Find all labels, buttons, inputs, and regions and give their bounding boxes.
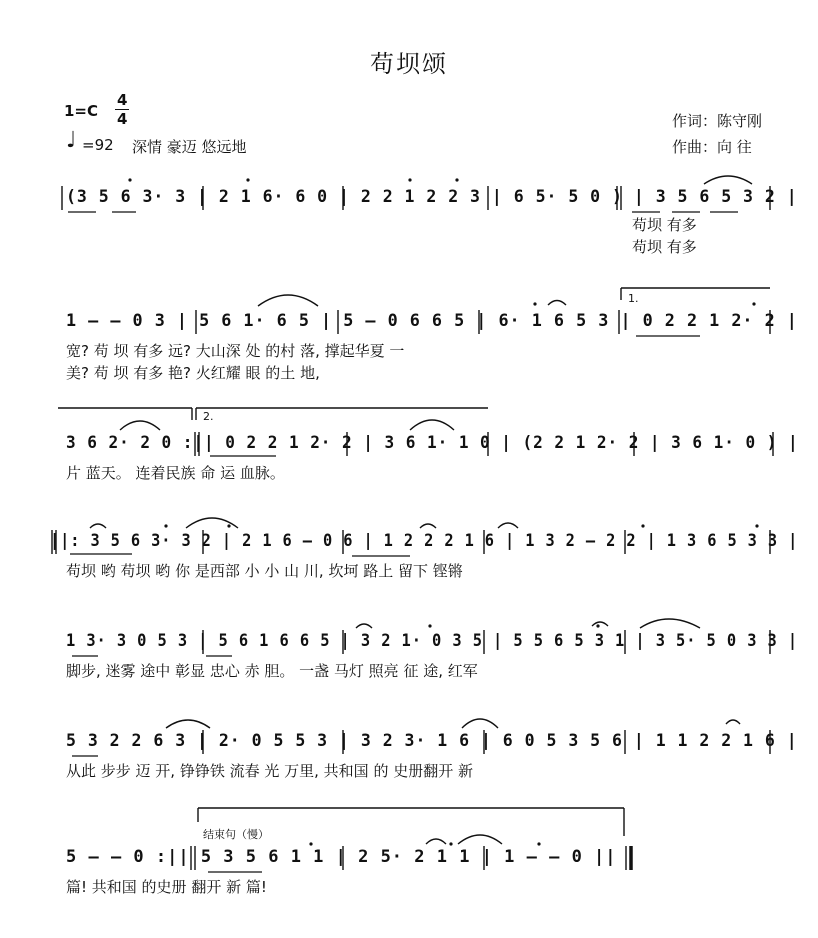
lyric-line-3a: 片 蓝天。 连着民族 命 运 血脉。 (66, 464, 285, 482)
music-line-6: 5 3 2 2 6 3 | 2· 0 5 5 3 | 3 2 3· 1 6 | 6 0 5 3 5 6 | 1 1 2 2 1 6 | (66, 731, 798, 751)
lyric-line-5a: 脚步, 迷雾 途中 彰显 忠心 赤 胆。 一盏 马灯 照亮 征 途, 红军 (66, 662, 478, 680)
music-line-3: 3 6 2· 2 0 :|| 0 2 2 1 2· 2 | 3 6 1· 1 0 | (2 2 1 2· 2 | 3 6 1· 0 ) | (66, 433, 799, 453)
lyric-line-2b: 美? 苟 坝 有多 艳? 火红耀 眼 的土 地, (66, 364, 320, 382)
lyric-line-1a: 苟坝 有多 (632, 216, 697, 234)
key-signature: 1=C (64, 102, 99, 120)
music-line-4: ||: 3 5 6 3· 3 2 | 2 1 6 — 0 6 | 1 2 2 2 1 6 | 1 3 2 — 2 2 | 1 3 6 5 3 3 | (50, 531, 799, 551)
lyricist-credit: 作词：陈守刚 (672, 112, 763, 130)
quarter-note-icon: ♩ (66, 128, 77, 153)
music-line-7: 5 — — 0 :|| 5 3 5 6 1 1 | 2 5· 2 1 1 | 1 — — 0 || (66, 847, 617, 867)
expression-marking: 深情 豪迈 悠远地 (132, 138, 247, 156)
second-ending-label: 2. (203, 410, 214, 423)
lyric-line-1b: 苟坝 有多 (632, 238, 697, 256)
time-signature-bottom: 4 (117, 110, 128, 128)
lyric-line-7a: 篇! 共和国 的史册 翻开 新 篇! (66, 878, 267, 896)
music-line-2: 1 — — 0 3 | 5 6 1· 6 5 | 5 — 0 6 6 5 | 6· 1 6 5 3 | 0 2 2 1 2· 2 | (66, 311, 798, 331)
music-line-1: (3 5 6 3· 3 | 2 1 6· 6 0 | 2 2 1 2 2 3 | 6 5· 5 0 ) | 3 5 6 5 3 2 | (66, 187, 798, 207)
lyric-line-2a: 宽? 苟 坝 有多 远? 大山深 处 的村 落, 撑起华夏 一 (66, 342, 405, 360)
lyric-line-4a: 苟坝 哟 苟坝 哟 你 是西部 小 小 山 川, 坎坷 路上 留下 铿锵 (66, 562, 463, 580)
lyric-line-6a: 从此 步步 迈 开, 铮铮铁 流春 光 万里, 共和国 的 史册翻开 新 (66, 762, 473, 780)
first-ending-label: 1. (628, 292, 639, 305)
music-line-5: 1 3· 3 0 5 3 | 5 6 1 6 6 5 | 3 2 1· 0 3 5 | 5 5 6 5 3 1 | 3 5· 5 0 3 3 | (66, 631, 799, 651)
time-signature-top: 4 (117, 91, 128, 109)
composer-credit: 作曲：向 往 (672, 138, 752, 156)
page-title: 苟坝颂 (370, 50, 448, 78)
tempo-marking: =92 (82, 136, 114, 154)
ending-phrase-label: 结束句（慢） (203, 828, 269, 841)
